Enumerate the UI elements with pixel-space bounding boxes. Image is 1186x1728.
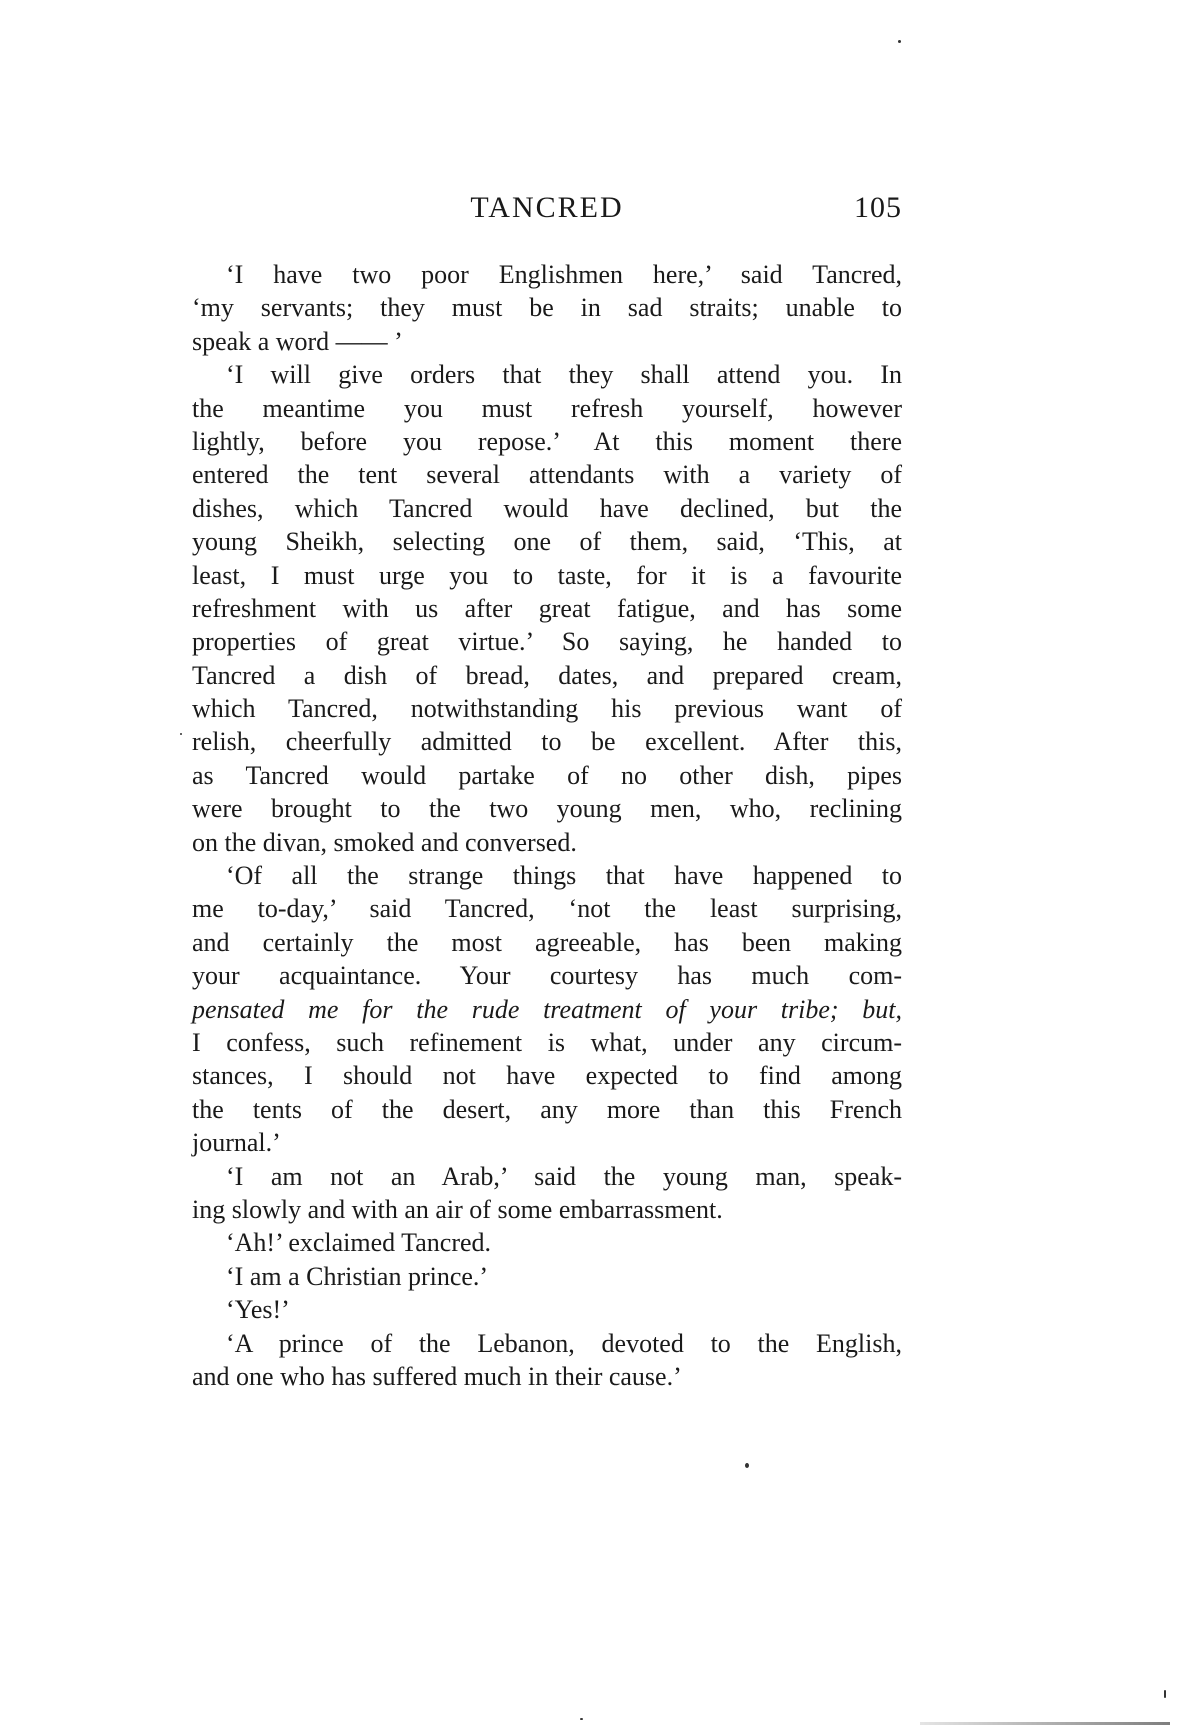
text-line: journal.’ (192, 1128, 281, 1158)
scan-speck (580, 1718, 583, 1720)
text-line: the meantime you must refresh yourself, however (192, 393, 902, 423)
text-line: ‘Ah!’ exclaimed Tancred. (226, 1228, 492, 1258)
text-line: ‘Of all the strange things that have happened to (226, 861, 902, 891)
scan-smudge (920, 1722, 1170, 1725)
text-line: ‘A prince of the Lebanon, devoted to the English, (226, 1328, 902, 1358)
body-text (192, 258, 902, 1393)
text-line: properties of great virtue.’ So saying, he handed to (192, 627, 902, 657)
text-line: stances, I should not have expected to find among (192, 1061, 902, 1091)
paragraph (192, 258, 902, 358)
running-title: TANCRED (470, 191, 624, 224)
paragraph (192, 859, 902, 1160)
text-line: pensated me for the rude treatment of your tribe; but, (192, 994, 902, 1024)
scan-speck (1164, 1690, 1166, 1698)
text-line: young Sheikh, selecting one of them, said, ‘This, at (192, 527, 902, 557)
paragraph (192, 1293, 902, 1326)
text-line: ‘I am not an Arab,’ said the young man, speak- (226, 1161, 902, 1191)
text-line: speak a word —— ’ (192, 326, 403, 356)
text-line: me to-day,’ said Tancred, ‘not the least surprising, (192, 894, 902, 924)
text-line: Tancred a dish of bread, dates, and prepared cream, (192, 660, 902, 690)
text-line: as Tancred would partake of no other dish, pipes (192, 760, 902, 790)
text-line: least, I must urge you to taste, for it is a favourite (192, 560, 902, 590)
running-head (192, 188, 902, 228)
paragraph (192, 1327, 902, 1394)
text-line: the tents of the desert, any more than this French (192, 1094, 902, 1124)
scan-speck (898, 40, 901, 43)
text-line: ‘I will give orders that they shall attend you. In (226, 360, 902, 390)
text-line: ‘Yes!’ (226, 1295, 290, 1325)
text-line: and certainly the most agreeable, has been making (192, 927, 902, 957)
text-line: lightly, before you repose.’ At this moment there (192, 426, 902, 456)
paragraph (192, 1226, 902, 1259)
text-line: refreshment with us after great fatigue, and has some (192, 593, 902, 623)
text-line: on the divan, smoked and conversed. (192, 827, 577, 857)
text-line: I confess, such refinement is what, under any circum- (192, 1027, 902, 1057)
scan-speck (745, 1463, 749, 1468)
paragraph (192, 358, 902, 859)
text-line: ing slowly and with an air of some embarrassment. (192, 1194, 723, 1224)
text-line: relish, cheerfully admitted to be excellent. After this, (192, 727, 902, 757)
text-line: entered the tent several attendants with a variety of (192, 460, 902, 490)
text-line: and one who has suffered much in their cause.’ (192, 1361, 682, 1391)
scan-speck (180, 733, 182, 735)
text-line: ‘my servants; they must be in sad straits; unable to (192, 293, 902, 323)
page-number: 105 (854, 191, 902, 224)
paragraph (192, 1160, 902, 1227)
text-line: which Tancred, notwithstanding his previous want of (192, 694, 902, 724)
text-line: your acquaintance. Your courtesy has much com- (192, 961, 902, 991)
text-line: ‘I am a Christian prince.’ (226, 1261, 489, 1291)
paragraph (192, 1260, 902, 1293)
text-line: were brought to the two young men, who, reclining (192, 794, 902, 824)
text-line: dishes, which Tancred would have declined, but the (192, 493, 902, 523)
text-line: ‘I have two poor Englishmen here,’ said Tancred, (226, 260, 902, 289)
